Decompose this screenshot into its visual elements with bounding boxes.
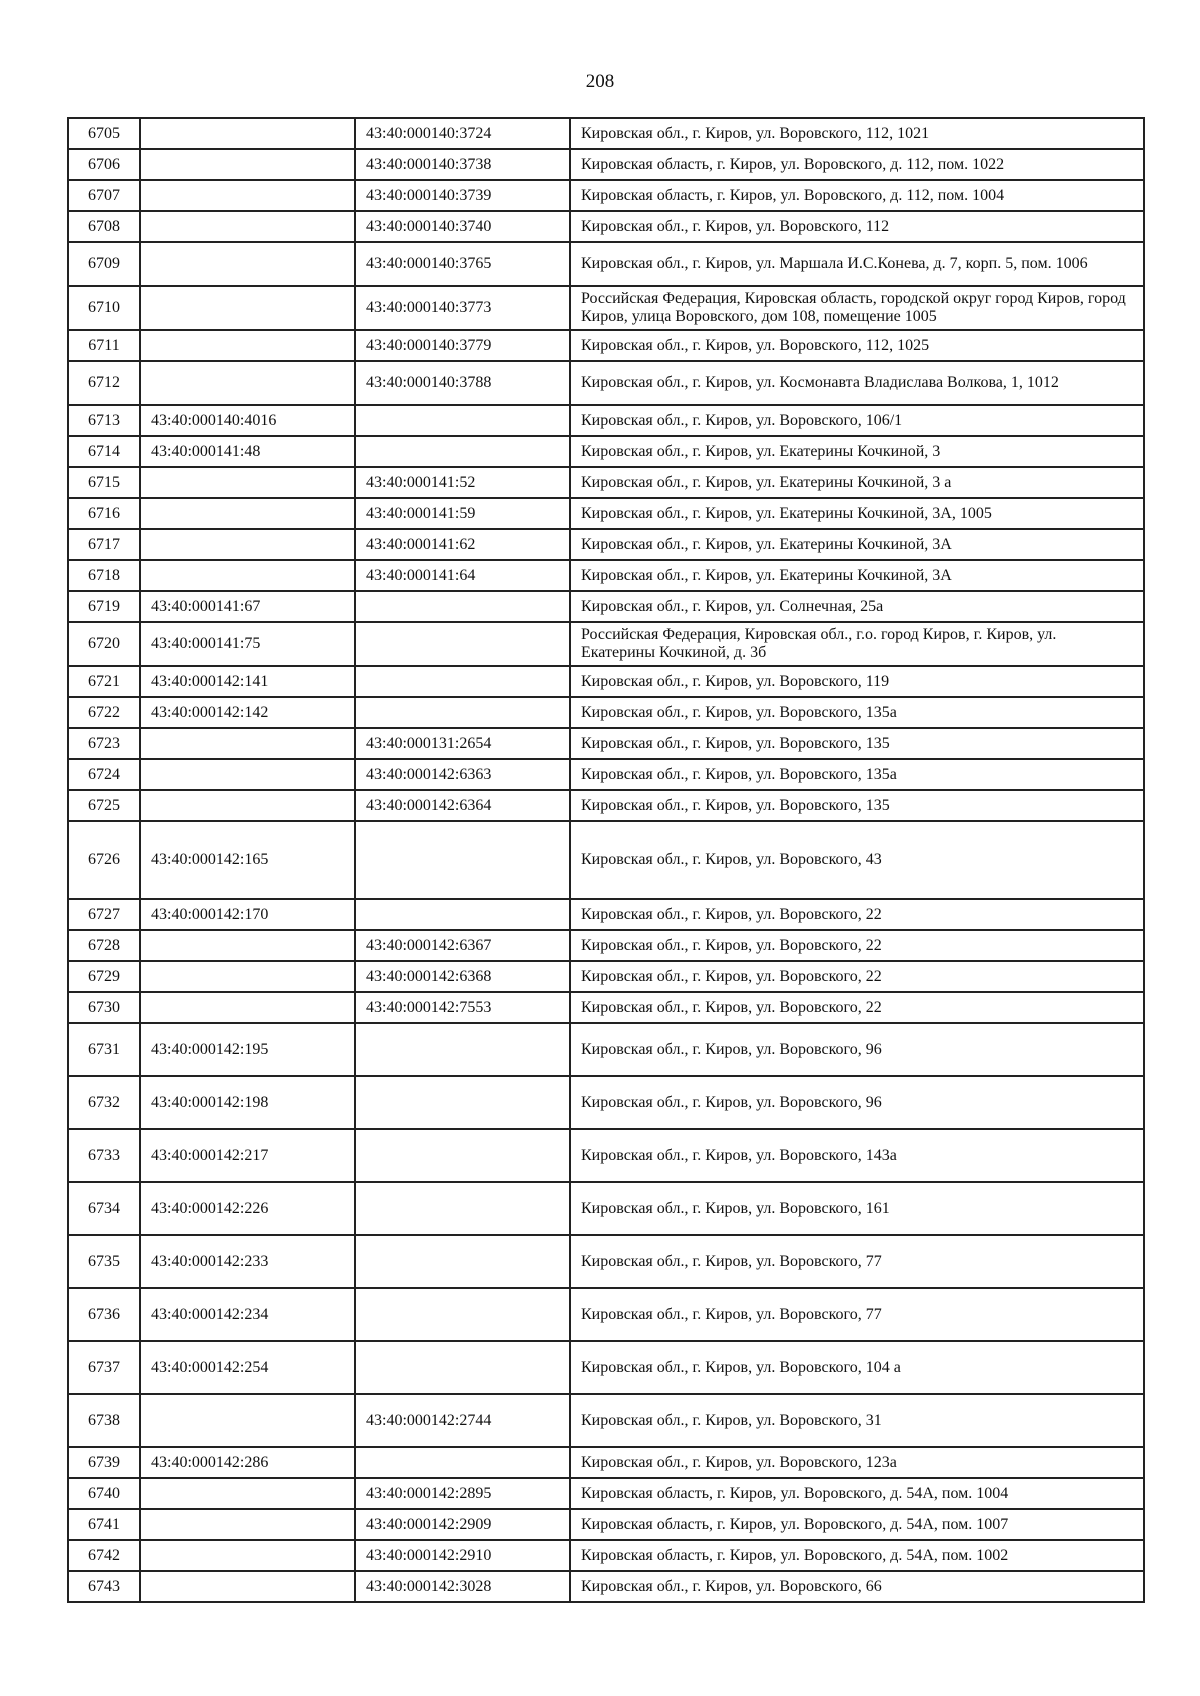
page-number: 208 [585, 71, 615, 92]
row-number-cell: 6721 [68, 666, 140, 697]
table-row [68, 790, 1144, 821]
object-cadastral-number-cell [355, 1129, 570, 1182]
table-row [68, 992, 1144, 1023]
row-number-cell: 6707 [68, 180, 140, 211]
object-cadastral-number-cell: 43:40:000140:3724 [355, 118, 570, 149]
address-cell: Кировская обл., г. Киров, ул. Космонавта Владислава Волкова, 1, 1012 [570, 361, 1144, 405]
address-cell: Кировская обл., г. Киров, ул. Воровского, 22 [570, 899, 1144, 930]
object-cadastral-number-cell [355, 666, 570, 697]
row-number-cell: 6728 [68, 930, 140, 961]
table-row [68, 180, 1144, 211]
row-number-cell: 6718 [68, 560, 140, 591]
object-cadastral-number-cell [355, 697, 570, 728]
address-cell: Кировская обл., г. Киров, ул. Воровского, 143а [570, 1129, 1144, 1182]
object-cadastral-number-cell: 43:40:000142:3028 [355, 1571, 570, 1602]
object-cadastral-number-cell: 43:40:000142:6364 [355, 790, 570, 821]
table-row [68, 1540, 1144, 1571]
cadastral-number-cell: 43:40:000142:217 [140, 1129, 355, 1182]
table-row [68, 1023, 1144, 1076]
address-cell: Кировская обл., г. Киров, ул. Екатерины Кочкиной, 3А [570, 529, 1144, 560]
cadastral-number-cell: 43:40:000142:141 [140, 666, 355, 697]
cadastral-number-cell [140, 149, 355, 180]
object-cadastral-number-cell: 43:40:000142:6363 [355, 759, 570, 790]
cadastral-number-cell: 43:40:000142:198 [140, 1076, 355, 1129]
cadastral-number-cell: 43:40:000142:234 [140, 1288, 355, 1341]
address-cell: Российская Федерация, Кировская область, городской округ город Киров, город Киров, улица Воровского, дом 108, помещение 1005 [570, 286, 1144, 330]
row-number-cell: 6729 [68, 961, 140, 992]
object-cadastral-number-cell: 43:40:000131:2654 [355, 728, 570, 759]
table-row [68, 529, 1144, 560]
row-number-cell: 6711 [68, 330, 140, 361]
table-row [68, 666, 1144, 697]
table-row [68, 149, 1144, 180]
address-cell: Кировская область, г. Киров, ул. Воровского, д. 54А, пом. 1004 [570, 1478, 1144, 1509]
object-cadastral-number-cell [355, 899, 570, 930]
table-row [68, 1509, 1144, 1540]
cadastral-number-cell [140, 1571, 355, 1602]
object-cadastral-number-cell: 43:40:000141:64 [355, 560, 570, 591]
table-row [68, 930, 1144, 961]
address-cell: Кировская область, г. Киров, ул. Воровского, д. 54А, пом. 1002 [570, 1540, 1144, 1571]
address-cell: Кировская обл., г. Киров, ул. Солнечная, 25а [570, 591, 1144, 622]
table-row [68, 498, 1144, 529]
table-row [68, 1394, 1144, 1447]
object-cadastral-number-cell: 43:40:000142:2909 [355, 1509, 570, 1540]
row-number-cell: 6738 [68, 1394, 140, 1447]
cadastral-number-cell [140, 211, 355, 242]
row-number-cell: 6740 [68, 1478, 140, 1509]
cadastral-number-cell [140, 529, 355, 560]
address-cell: Кировская обл., г. Киров, ул. Воровского, 77 [570, 1235, 1144, 1288]
object-cadastral-number-cell [355, 821, 570, 899]
row-number-cell: 6722 [68, 697, 140, 728]
table-row [68, 728, 1144, 759]
table-row [68, 1076, 1144, 1129]
object-cadastral-number-cell [355, 1447, 570, 1478]
object-cadastral-number-cell: 43:40:000141:62 [355, 529, 570, 560]
address-cell: Кировская обл., г. Киров, ул. Воровского, 22 [570, 930, 1144, 961]
object-cadastral-number-cell: 43:40:000140:3779 [355, 330, 570, 361]
object-cadastral-number-cell [355, 1076, 570, 1129]
cadastral-number-cell: 43:40:000142:286 [140, 1447, 355, 1478]
cadastral-number-cell [140, 930, 355, 961]
row-number-cell: 6723 [68, 728, 140, 759]
row-number-cell: 6710 [68, 286, 140, 330]
address-cell: Кировская обл., г. Киров, ул. Воровского, 43 [570, 821, 1144, 899]
row-number-cell: 6715 [68, 467, 140, 498]
table-row [68, 242, 1144, 286]
object-cadastral-number-cell [355, 622, 570, 666]
table-row [68, 1571, 1144, 1602]
cadastral-number-cell [140, 118, 355, 149]
address-cell: Кировская область, г. Киров, ул. Воровского, д. 112, пом. 1022 [570, 149, 1144, 180]
row-number-cell: 6735 [68, 1235, 140, 1288]
cadastral-number-cell [140, 180, 355, 211]
table-row [68, 1129, 1144, 1182]
table-row [68, 622, 1144, 666]
object-cadastral-number-cell: 43:40:000140:3765 [355, 242, 570, 286]
address-cell: Кировская обл., г. Киров, ул. Екатерины Кочкиной, 3А [570, 560, 1144, 591]
row-number-cell: 6719 [68, 591, 140, 622]
table-row [68, 1478, 1144, 1509]
address-cell: Кировская обл., г. Киров, ул. Воровского, 112, 1021 [570, 118, 1144, 149]
table-row [68, 361, 1144, 405]
row-number-cell: 6741 [68, 1509, 140, 1540]
cadastral-number-cell [140, 961, 355, 992]
cadastral-number-cell: 43:40:000141:48 [140, 436, 355, 467]
row-number-cell: 6709 [68, 242, 140, 286]
address-cell: Кировская обл., г. Киров, ул. Воровского, 22 [570, 992, 1144, 1023]
cadastral-number-cell [140, 759, 355, 790]
cadastral-number-cell [140, 1509, 355, 1540]
table-row [68, 436, 1144, 467]
cadastral-number-cell: 43:40:000141:75 [140, 622, 355, 666]
object-cadastral-number-cell [355, 1182, 570, 1235]
cadastral-number-cell: 43:40:000142:195 [140, 1023, 355, 1076]
row-number-cell: 6720 [68, 622, 140, 666]
table-row [68, 759, 1144, 790]
table-row [68, 591, 1144, 622]
row-number-cell: 6739 [68, 1447, 140, 1478]
row-number-cell: 6724 [68, 759, 140, 790]
cadastral-number-cell: 43:40:000142:142 [140, 697, 355, 728]
object-cadastral-number-cell: 43:40:000140:3740 [355, 211, 570, 242]
cadastral-number-cell [140, 330, 355, 361]
row-number-cell: 6725 [68, 790, 140, 821]
object-cadastral-number-cell: 43:40:000140:3739 [355, 180, 570, 211]
cadastral-number-cell [140, 560, 355, 591]
object-cadastral-number-cell [355, 1023, 570, 1076]
address-cell: Кировская обл., г. Киров, ул. Воровского, 77 [570, 1288, 1144, 1341]
row-number-cell: 6736 [68, 1288, 140, 1341]
row-number-cell: 6708 [68, 211, 140, 242]
object-cadastral-number-cell [355, 405, 570, 436]
object-cadastral-number-cell: 43:40:000142:2895 [355, 1478, 570, 1509]
address-cell: Кировская обл., г. Киров, ул. Воровского, 66 [570, 1571, 1144, 1602]
cadastral-number-cell [140, 467, 355, 498]
row-number-cell: 6713 [68, 405, 140, 436]
object-cadastral-number-cell [355, 1288, 570, 1341]
row-number-cell: 6706 [68, 149, 140, 180]
address-cell: Кировская обл., г. Киров, ул. Воровского, 119 [570, 666, 1144, 697]
cadastral-number-cell [140, 1540, 355, 1571]
table-row [68, 1288, 1144, 1341]
table-row [68, 1182, 1144, 1235]
table-row [68, 899, 1144, 930]
object-cadastral-number-cell: 43:40:000142:2910 [355, 1540, 570, 1571]
table-row [68, 286, 1144, 330]
address-cell: Кировская обл., г. Киров, ул. Екатерины Кочкиной, 3 [570, 436, 1144, 467]
object-cadastral-number-cell: 43:40:000141:52 [355, 467, 570, 498]
address-cell: Кировская обл., г. Киров, ул. Екатерины Кочкиной, 3 а [570, 467, 1144, 498]
row-number-cell: 6726 [68, 821, 140, 899]
row-number-cell: 6712 [68, 361, 140, 405]
address-cell: Кировская область, г. Киров, ул. Воровского, д. 54А, пом. 1007 [570, 1509, 1144, 1540]
object-cadastral-number-cell: 43:40:000142:6368 [355, 961, 570, 992]
cadastral-number-cell [140, 790, 355, 821]
object-cadastral-number-cell: 43:40:000140:3773 [355, 286, 570, 330]
cadastral-number-cell: 43:40:000140:4016 [140, 405, 355, 436]
table-row [68, 405, 1144, 436]
row-number-cell: 6727 [68, 899, 140, 930]
table-row [68, 1235, 1144, 1288]
row-number-cell: 6705 [68, 118, 140, 149]
cadastral-number-cell [140, 728, 355, 759]
address-cell: Кировская обл., г. Киров, ул. Воровского, 135 [570, 728, 1144, 759]
address-cell: Кировская обл., г. Киров, ул. Воровского, 123а [570, 1447, 1144, 1478]
address-cell: Кировская обл., г. Киров, ул. Воровского, 22 [570, 961, 1144, 992]
table-row [68, 1341, 1144, 1394]
row-number-cell: 6732 [68, 1076, 140, 1129]
address-cell: Кировская обл., г. Киров, ул. Воровского, 112, 1025 [570, 330, 1144, 361]
cadastral-number-cell [140, 242, 355, 286]
address-cell: Кировская обл., г. Киров, ул. Воровского, 96 [570, 1023, 1144, 1076]
cadastral-number-cell [140, 1394, 355, 1447]
object-cadastral-number-cell [355, 436, 570, 467]
object-cadastral-number-cell: 43:40:000140:3788 [355, 361, 570, 405]
row-number-cell: 6717 [68, 529, 140, 560]
cadastral-number-cell: 43:40:000142:254 [140, 1341, 355, 1394]
registry-table-body [68, 118, 1144, 1602]
row-number-cell: 6742 [68, 1540, 140, 1571]
table-row [68, 330, 1144, 361]
address-cell: Кировская обл., г. Киров, ул. Воровского, 96 [570, 1076, 1144, 1129]
address-cell: Кировская область, г. Киров, ул. Воровского, д. 112, пом. 1004 [570, 180, 1144, 211]
cadastral-number-cell: 43:40:000142:170 [140, 899, 355, 930]
object-cadastral-number-cell: 43:40:000142:2744 [355, 1394, 570, 1447]
table-row [68, 118, 1144, 149]
address-cell: Кировская обл., г. Киров, ул. Воровского, 31 [570, 1394, 1144, 1447]
address-cell: Кировская обл., г. Киров, ул. Воровского, 135а [570, 759, 1144, 790]
cadastral-number-cell [140, 361, 355, 405]
object-cadastral-number-cell [355, 1235, 570, 1288]
cadastral-number-cell: 43:40:000142:165 [140, 821, 355, 899]
cadastral-number-cell: 43:40:000141:67 [140, 591, 355, 622]
address-cell: Кировская обл., г. Киров, ул. Воровского, 161 [570, 1182, 1144, 1235]
address-cell: Кировская обл., г. Киров, ул. Воровского, 112 [570, 211, 1144, 242]
table-row [68, 211, 1144, 242]
address-cell: Кировская обл., г. Киров, ул. Воровского, 135а [570, 697, 1144, 728]
cadastral-number-cell [140, 498, 355, 529]
row-number-cell: 6743 [68, 1571, 140, 1602]
address-cell: Кировская обл., г. Киров, ул. Воровского, 106/1 [570, 405, 1144, 436]
object-cadastral-number-cell: 43:40:000140:3738 [355, 149, 570, 180]
object-cadastral-number-cell: 43:40:000141:59 [355, 498, 570, 529]
table-row [68, 697, 1144, 728]
cadastral-number-cell: 43:40:000142:233 [140, 1235, 355, 1288]
object-cadastral-number-cell [355, 591, 570, 622]
row-number-cell: 6730 [68, 992, 140, 1023]
address-cell: Кировская обл., г. Киров, ул. Маршала И.С.Конева, д. 7, корп. 5, пом. 1006 [570, 242, 1144, 286]
row-number-cell: 6733 [68, 1129, 140, 1182]
address-cell: Кировская обл., г. Киров, ул. Воровского, 104 а [570, 1341, 1144, 1394]
table-row [68, 821, 1144, 899]
address-cell: Кировская обл., г. Киров, ул. Воровского, 135 [570, 790, 1144, 821]
address-cell: Российская Федерация, Кировская обл., г.о. город Киров, г. Киров, ул. Екатерины Кочкиной, д. 3б [570, 622, 1144, 666]
object-cadastral-number-cell: 43:40:000142:6367 [355, 930, 570, 961]
cadastral-number-cell: 43:40:000142:226 [140, 1182, 355, 1235]
registry-table [67, 117, 1145, 1603]
object-cadastral-number-cell: 43:40:000142:7553 [355, 992, 570, 1023]
cadastral-number-cell [140, 992, 355, 1023]
cadastral-number-cell [140, 286, 355, 330]
table-row [68, 961, 1144, 992]
table-row [68, 467, 1144, 498]
table-row [68, 1447, 1144, 1478]
row-number-cell: 6714 [68, 436, 140, 467]
address-cell: Кировская обл., г. Киров, ул. Екатерины Кочкиной, 3А, 1005 [570, 498, 1144, 529]
table-row [68, 560, 1144, 591]
row-number-cell: 6731 [68, 1023, 140, 1076]
row-number-cell: 6734 [68, 1182, 140, 1235]
row-number-cell: 6716 [68, 498, 140, 529]
object-cadastral-number-cell [355, 1341, 570, 1394]
cadastral-number-cell [140, 1478, 355, 1509]
row-number-cell: 6737 [68, 1341, 140, 1394]
